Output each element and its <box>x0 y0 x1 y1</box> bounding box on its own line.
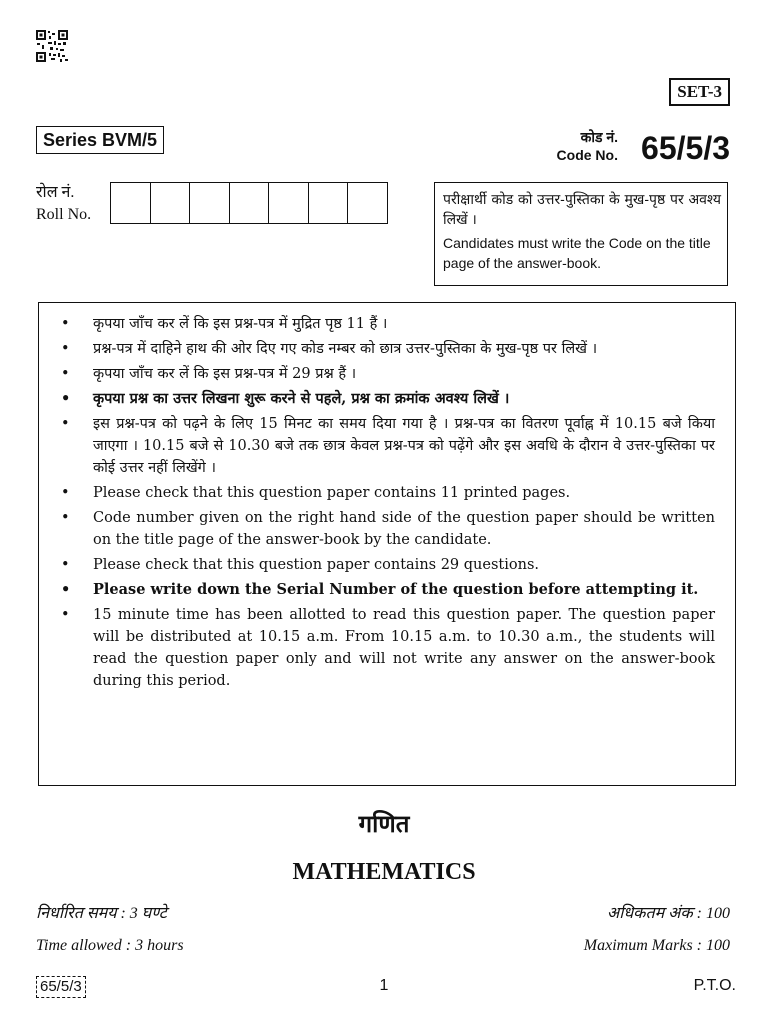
instruction-item <box>59 579 715 601</box>
instruction-item <box>59 413 715 479</box>
roll-label-en: Roll No. <box>36 206 92 223</box>
roll-label <box>36 182 91 226</box>
instruction-item <box>59 554 715 576</box>
instruction-item <box>59 388 715 410</box>
bullet-icon: • <box>61 316 70 332</box>
max-marks-en: Maximum Marks : 100 <box>583 937 730 954</box>
max-marks-hi: अधिकतम अंक : 100 <box>606 905 730 922</box>
bullet-icon: • <box>61 510 70 526</box>
code-number: 65/5/3 <box>641 130 730 166</box>
footer-code: 65/5/3 <box>36 976 86 998</box>
instruction-text: Please write down the Serial Number of the question before attempting it. <box>93 581 699 598</box>
roll-digit-box[interactable] <box>151 183 191 223</box>
code-label-hi: कोड नं. <box>580 129 618 145</box>
instruction-item <box>59 363 715 385</box>
instructions-box <box>38 302 736 786</box>
code-note-en: Candidates must write the Code on the title page of the answer-book. <box>443 235 711 271</box>
page-number: 1 <box>379 977 389 994</box>
bullet-icon: • <box>61 607 70 623</box>
code-note-hi: परीक्षार्थी कोड को उत्तर-पुस्तिका के मुख-पृष्ठ पर अवश्य लिखें । <box>443 191 721 227</box>
bullet-icon: • <box>61 581 71 598</box>
code-label-en: Code No. <box>556 147 618 163</box>
roll-digit-box[interactable] <box>309 183 349 223</box>
instruction-item <box>59 313 715 335</box>
bullet-icon: • <box>61 416 70 432</box>
pto-label: P.T.O. <box>693 977 736 994</box>
instruction-text: कृपया प्रश्न का उत्तर लिखना शुरू करने से पहले, प्रश्न का क्रमांक अवश्य लिखें । <box>93 390 510 407</box>
roll-digit-box[interactable] <box>190 183 230 223</box>
code-label <box>557 128 618 164</box>
instructions-list <box>59 313 715 692</box>
bullet-icon: • <box>61 366 70 382</box>
instruction-text: Code number given on the right hand side of the question paper should be written on the title page of the answer-book by the candidate. <box>93 510 715 548</box>
time-allowed-en: Time allowed : 3 hours <box>36 937 184 954</box>
subject-title-hi: गणित <box>358 810 410 838</box>
instruction-text: Please check that this question paper contains 29 questions. <box>93 557 539 573</box>
instruction-text: इस प्रश्न-पत्र को पढ़ने के लिए 15 मिनट का समय दिया गया है । प्रश्न-पत्र का वितरण पूर्वाह्न में 10.15 बजे किया जाएगा । 10.15 बजे से 10.30 बजे तक छात्र केवल प्रश्न-पत्र को पढ़ेंगे और इस अवधि के दौरान वे उत्तर-पुस्तिका पर कोई उत्तर नहीं लिखेंगे । <box>93 416 715 476</box>
subject-title-en: MATHEMATICS <box>292 859 476 885</box>
instruction-text: कृपया जाँच कर लें कि इस प्रश्न-पत्र में मुद्रित पृष्ठ 11 हैं । <box>93 316 388 332</box>
instruction-text: प्रश्न-पत्र में दाहिने हाथ की ओर दिए गए कोड नम्बर को छात्र उत्तर-पुस्तिका के मुख-पृष्ठ पर लिखें । <box>93 341 598 357</box>
roll-digit-box[interactable] <box>348 183 387 223</box>
bullet-icon: • <box>61 557 70 573</box>
instruction-item <box>59 604 715 692</box>
bullet-icon: • <box>61 390 71 407</box>
roll-label-hi: रोल नं. <box>36 184 75 201</box>
qr-code-icon <box>36 30 68 62</box>
instruction-text: कृपया जाँच कर लें कि इस प्रश्न-पत्र में 29 प्रश्न हैं । <box>93 366 357 382</box>
instruction-text: 15 minute time has been allotted to read this question paper. The question paper will be distributed at 10.15 a.m. From 10.15 a.m. to 10.30 a.m., the students will read the question paper only and will not write any answer on the answer-book during this period. <box>93 607 715 689</box>
bullet-icon: • <box>61 341 70 357</box>
bullet-icon: • <box>61 485 70 501</box>
series-label: Series BVM/5 <box>36 126 164 154</box>
set-label: SET-3 <box>669 78 730 106</box>
instruction-text: Please check that this question paper contains 11 printed pages. <box>93 485 571 501</box>
roll-digit-box[interactable] <box>230 183 270 223</box>
code-note-box <box>434 182 728 286</box>
roll-digit-box[interactable] <box>269 183 309 223</box>
roll-digit-box[interactable] <box>111 183 151 223</box>
instruction-item <box>59 338 715 360</box>
instruction-item <box>59 507 715 551</box>
time-allowed-hi: निर्धारित समय : 3 घण्टे <box>36 905 167 922</box>
instruction-item <box>59 482 715 504</box>
roll-number-boxes[interactable] <box>110 182 388 224</box>
